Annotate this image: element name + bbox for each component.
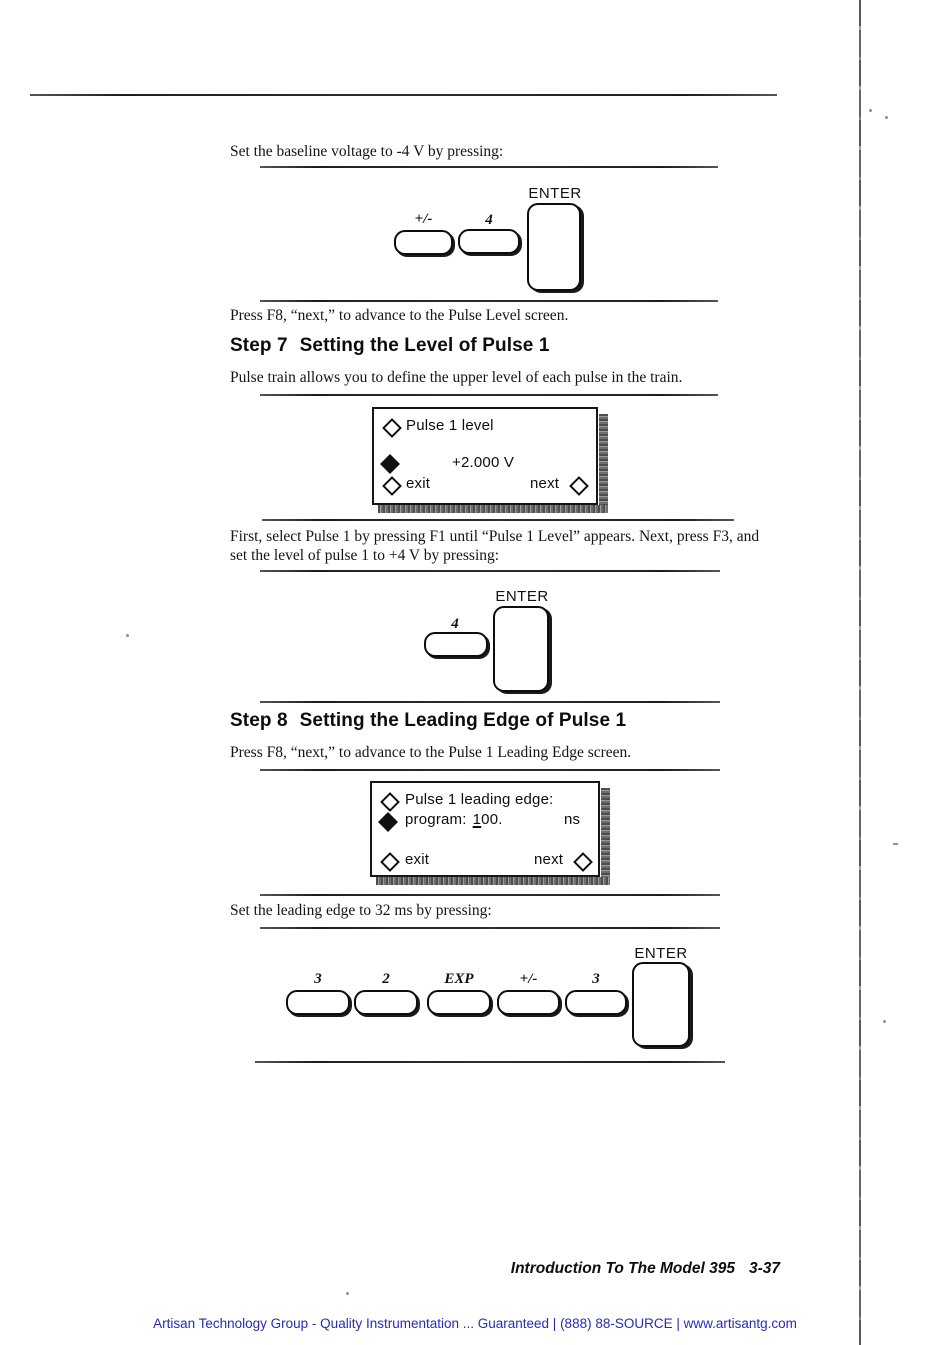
figure-rule [262,519,734,521]
figure-rule [260,570,720,572]
screen-next-label: next [534,851,564,868]
plus-minus-key-label: +/- [414,211,433,227]
figure-rule [260,300,718,302]
figure-rule [255,1061,725,1063]
digit-4-key [458,229,520,254]
press-f8-instruction: Press F8, “next,” to advance to the Pulse Level screen. [230,307,569,324]
softkey-diamond-icon [569,476,589,496]
step8-heading-title: Setting the Leading Edge of Pulse 1 [299,710,627,731]
figure-rule [260,894,720,896]
step7-para-line2: set the level of pulse 1 to +4 V by pressing: [230,547,500,564]
step8-heading [230,710,626,732]
screen-program-value [405,811,503,828]
enter-key-label: ENTER [634,945,688,962]
exp-key-label: EXP [444,971,474,987]
digit-3-key-label: 3 [592,971,600,987]
digit-2-key [354,990,418,1015]
scan-speck [893,843,898,845]
exp-key [427,990,491,1015]
softkey-diamond-icon [382,476,402,496]
page-footer-reference [430,1260,780,1278]
screen-title: Pulse 1 leading edge: [405,791,554,808]
scan-speck [883,1020,886,1023]
intro-instruction: Set the baseline voltage to -4 V by pressing: [230,143,504,160]
step7-para-line1: First, select Pulse 1 by pressing F1 until “Pulse 1 Level” appears. Next, press F3, and [230,528,760,545]
scan-speck [869,109,872,112]
screen-exit-label: exit [406,475,431,492]
scan-edge-line [859,0,861,1345]
screen-shadow [376,877,610,885]
screen-title: Pulse 1 level [406,417,494,434]
plus-minus-key [394,230,453,255]
selected-diamond-icon [378,812,398,832]
step7-heading [230,335,549,357]
digit-4-key [424,632,488,657]
enter-key-label: ENTER [528,185,582,202]
screen-unit: ns [564,811,581,828]
step7-body: Pulse train allows you to define the upper level of each pulse in the train. [230,369,683,386]
enter-key [527,203,581,291]
figure-rule [260,701,720,703]
screen-value: +2.000 V [452,454,515,471]
screen-shadow [601,788,610,885]
scan-speck [126,634,129,637]
softkey-diamond-icon [573,852,593,872]
lcd-screen-leading-edge [370,781,600,877]
vendor-footer-link[interactable]: Artisan Technology Group - Quality Instrumentation ... Guaranteed | (888) 88-SOURCE | www.artisantg.com [153,1316,797,1331]
page-number: 3-37 [748,1260,780,1277]
selected-diamond-icon [380,454,400,474]
screen-shadow [599,414,608,513]
program-label: program: [405,811,467,828]
softkey-diamond-icon [380,852,400,872]
scan-speck [346,1292,349,1295]
book-title: Introduction To The Model 395 [510,1260,735,1277]
figure-rule [260,166,718,168]
enter-key [493,606,549,692]
figure-rule [260,927,720,929]
step8-heading-prefix: Step 8 [230,710,288,731]
screen-next-label: next [530,475,560,492]
figure-rule [260,394,718,396]
program-digits: 00. [481,811,503,828]
step7-heading-title: Setting the Level of Pulse 1 [299,335,550,356]
plus-minus-key-label: +/- [519,971,538,987]
header-rule [30,94,777,96]
digit-2-key-label: 2 [382,971,390,987]
screen-shadow [378,505,608,513]
digit-4-key-label: 4 [485,212,493,228]
plus-minus-key [497,990,560,1015]
step8-body: Press F8, “next,” to advance to the Pulse 1 Leading Edge screen. [230,744,632,761]
digit-3-key-label: 3 [314,971,322,987]
softkey-diamond-icon [382,418,402,438]
digit-3-key [286,990,350,1015]
step7-heading-prefix: Step 7 [230,335,288,356]
screen-exit-label: exit [405,851,430,868]
figure-rule [260,769,720,771]
scan-speck [885,116,888,119]
digit-3-key [565,990,627,1015]
enter-key [632,962,690,1047]
step8-instruction: Set the leading edge to 32 ms by pressing: [230,902,492,919]
digit-4-key-label: 4 [451,616,459,632]
lcd-screen-pulse-level [372,407,598,505]
softkey-diamond-icon [380,792,400,812]
enter-key-label: ENTER [495,588,549,605]
program-digit-cursor: 1 [472,811,482,828]
